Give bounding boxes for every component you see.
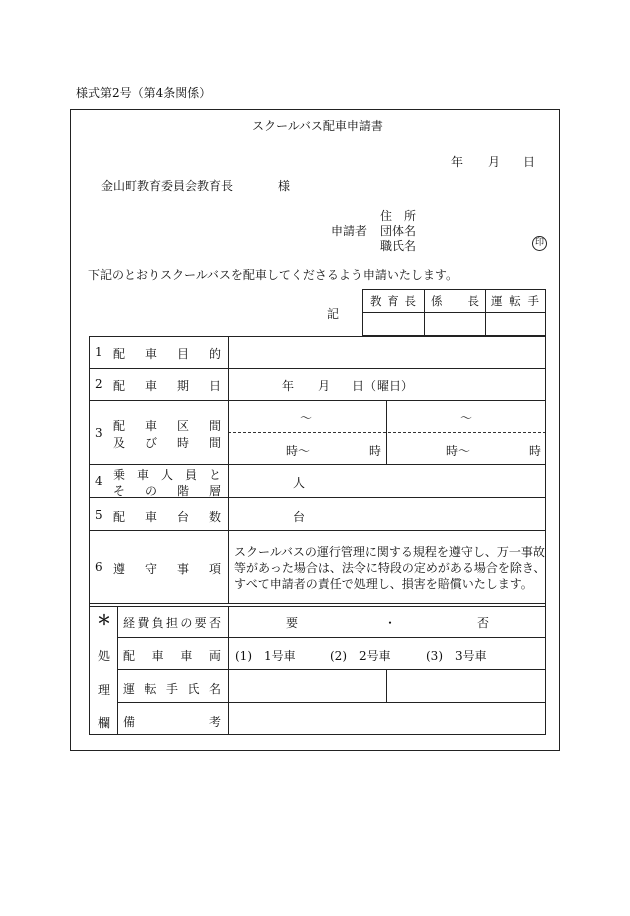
row6-text-line-3: すべて申請者の責任で処理し、損害を賠償いたします。 [234,577,533,591]
approval-head-0: 教 育 長 [370,294,416,308]
form-title: スクールバス配車申請書 [252,119,383,133]
date-day: 日 [523,155,536,169]
office-side-1: 処 [98,649,111,663]
date-year: 年 [451,155,464,169]
approval-head-2: 運 転 手 [491,294,539,308]
cost-no: 否 [477,616,490,630]
row2-month: 月 [318,379,331,393]
date-month: 月 [488,155,501,169]
row3-tilde-left: ～ [300,411,313,425]
ki-label: 記 [327,307,340,321]
cost-yes: 要 [286,616,299,630]
row2-year: 年 [282,379,295,393]
applicant-address-label: 住 所 [380,209,417,223]
applicant-position-label: 職氏名 [380,239,417,253]
vehicle-label: 配 車 車 両 [123,649,221,663]
row2-label: 配 車 期 日 [113,379,221,393]
row5-unit: 台 [293,510,306,524]
seal-mark: 印 [532,236,547,251]
honorific: 様 [278,179,291,193]
row3-to-right: 時 [529,444,542,458]
cost-separator: ・ [384,616,397,630]
row4-unit: 人 [293,476,306,490]
row4-label-2: そ の 階 層 [113,484,221,498]
row5-label: 配 車 台 数 [113,510,221,524]
vehicle-option-1: (1) 1号車 [235,649,296,663]
vehicle-option-2: (2) 2号車 [330,649,391,663]
approval-head-1: 係 長 [431,294,479,308]
row6-label: 遵 守 事 項 [113,562,221,576]
applicant-org-label: 団体名 [380,224,417,238]
row1-number: 1 [95,345,103,359]
addressee: 金山町教育委員会教育長 [101,179,234,193]
row4-number: 4 [95,474,103,488]
row5-number: 5 [95,508,103,522]
intro-text: 下記のとおりスクールバスを配車してくださるよう申請いたします。 [88,268,458,282]
row2-weekday: 曜日） [377,379,414,393]
office-side-3: 欄 [98,716,111,730]
applicant-label: 申請者 [331,224,368,238]
row1-label: 配 車 目 的 [113,347,221,361]
row6-text-line-2: 等があった場合は、法令に特段の定めがある場合を除き、 [234,561,546,575]
form-id: 様式第2号（第4条関係） [76,86,212,100]
row3-from-left: 時～ [286,444,311,458]
row3-to-left: 時 [369,444,382,458]
cost-label: 経 費 負 担 の 要 否 [123,616,221,630]
office-side-2: 理 [98,683,111,697]
vehicle-option-3: (3) 3号車 [426,649,487,663]
row4-label-1: 乗 車 人 員 と [113,468,221,482]
row6-number: 6 [95,560,103,574]
row6-text-line-1: スクールバスの運行管理に関する規程を遵守し、万一事故 [234,545,545,559]
remarks-label: 備 考 [123,715,221,729]
row2-number: 2 [95,377,103,391]
row3-label-1: 配 車 区 間 [113,419,221,433]
row2-day: 日（ [352,379,377,393]
row3-label-2: 及 び 時 間 [113,436,221,450]
row3-from-right: 時～ [446,444,471,458]
row3-tilde-right: ～ [460,411,473,425]
asterisk-mark: ＊ [97,613,111,629]
driver-label: 運 転 手 氏 名 [123,682,221,696]
row3-number: 3 [95,426,103,440]
